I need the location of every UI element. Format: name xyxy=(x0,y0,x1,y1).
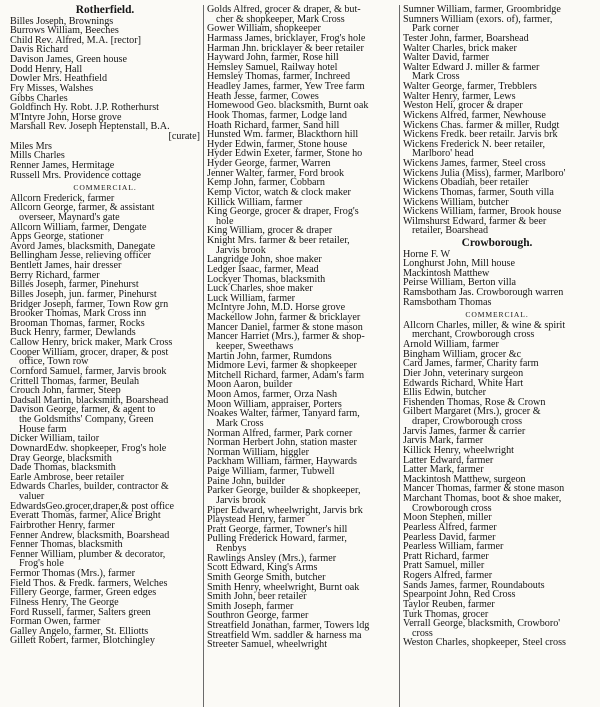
entry-text: Renner James, Hermitage xyxy=(10,159,115,171)
entry-text: Packham William, farmer, Haywards xyxy=(207,456,357,468)
entry-text: Mackintosh Matthew xyxy=(403,267,490,279)
entry-text: Scott Edward, King's Arms xyxy=(207,562,318,574)
entry-text: Everatt Thomas, farmer, Alice Bright xyxy=(10,510,161,522)
entry-text: Smith Joseph, farmer xyxy=(207,600,294,612)
entry-continuation: hole xyxy=(216,215,234,227)
entry-continuation: office, Town row xyxy=(19,356,89,368)
entry-text: Paige William, farmer, Tubwell xyxy=(207,466,335,477)
entry-text: Sands James, farmer, Roundabouts xyxy=(403,579,545,591)
entry-text: Paine John, builder xyxy=(207,475,285,487)
entry-text: Marchant Thomas, boot & shoe maker, xyxy=(403,493,562,505)
entry-text: Bingham William, grocer &c xyxy=(403,348,522,360)
section-heading: Rotherfield. xyxy=(75,5,135,16)
directory-entry xyxy=(10,203,200,222)
directory-entry xyxy=(403,494,591,513)
subsection-heading: COMMERCIAL. xyxy=(73,183,137,193)
entry-continuation: Renbys xyxy=(216,543,247,554)
entry-text: Weston Heli, grocer & draper xyxy=(403,100,523,112)
directory-column-3 xyxy=(399,5,594,707)
entry-text: Edwards Charles, builder, contractor & xyxy=(10,481,169,493)
entry-text: Berry Richard, farmer xyxy=(10,269,100,281)
entry-continuation: cher & shopkeeper, Mark Cross xyxy=(216,13,345,25)
entry-text: Billes Joseph, Brownings xyxy=(10,15,114,27)
entry-continuation: [curate] xyxy=(168,131,200,142)
entry-text: Brooman Thomas, farmer, Rocks xyxy=(10,317,145,329)
entry-text: Davis Richard xyxy=(10,44,69,56)
directory-column-1 xyxy=(7,5,203,707)
entry-text: Smith Henry, wheelwright, Burnt oak xyxy=(207,581,360,593)
entry-continuation: merchant, Crowborough cross xyxy=(412,329,535,341)
entry-continuation: Marlboro' head xyxy=(412,148,474,160)
entry-text: Walter Henry, farmer, Lews xyxy=(403,90,516,102)
entry-text: Fairbrother Henry, farmer xyxy=(10,519,115,531)
entry-text: Wickens Obadiah, beer retailer xyxy=(403,177,529,189)
entry-continuation: cross xyxy=(412,627,433,639)
entry-text: Mackintosh Matthew, surgeon xyxy=(403,473,526,485)
entry-text: Knight Mrs. farmer & beer retailer, xyxy=(207,235,350,246)
entry-text: King William, grocer & draper xyxy=(207,225,333,237)
entry-text: M'Intyre John, Horse grove xyxy=(10,111,122,123)
entry-text: Moon William, appraiser, Porters xyxy=(207,398,342,410)
entry-continuation: Jarvis brook xyxy=(216,244,266,256)
entry-text: Piper Edward, wheelwright, Jarvis brk xyxy=(207,504,363,516)
entry-text: Filness Henry, The George xyxy=(10,596,119,608)
entry-text: Wickens Thomas, farmer, South villa xyxy=(403,186,554,198)
directory-entry xyxy=(403,15,591,34)
entry-text: Child Rev. Alfred, M.A. [rector] xyxy=(10,34,141,46)
entry-text: Fermor Thomas (Mrs.), farmer xyxy=(10,568,135,580)
entry-text: Wickens Fredk. beer retailr. Jarvis brk xyxy=(403,129,558,141)
entry-text: Bridger Joseph, farmer, Town Row grn xyxy=(10,298,169,310)
directory-entry xyxy=(10,550,200,569)
entry-text: Streeter Samuel, wheelwright xyxy=(207,639,328,651)
entry-text: Hyder George, farmer, Warren xyxy=(207,158,331,169)
entry-text: Headley James, farmer, Yew Tree farm xyxy=(207,81,365,92)
directory-entry xyxy=(10,482,200,501)
entry-text: Burrows William, Beeches xyxy=(10,25,119,37)
entry-text: Turk Thomas, grocer xyxy=(403,608,489,620)
directory-entry xyxy=(403,298,591,308)
entry-text: Gower William, shopkeeper xyxy=(207,23,321,35)
directory-entry xyxy=(207,409,396,428)
entry-text: Walter George, farmer, Trebblers xyxy=(403,81,537,92)
entry-text: Allcorn Charles, miller, & wine & spirit xyxy=(403,319,566,331)
entry-text: Hyder Edwin, farmer, Stone house xyxy=(207,138,348,150)
entry-text: Luck William, farmer xyxy=(207,292,295,304)
entry-text: Earle Ambrose, beer retailer xyxy=(10,471,125,483)
entry-text: Avord James, blacksmith, Danegate xyxy=(10,240,156,252)
entry-text: Pratt George, farmer, Towner's hill xyxy=(207,523,348,535)
entry-continuation: keeper, Sweethaws xyxy=(216,340,294,352)
entry-text: Cornford Samuel, farmer, Jarvis brook xyxy=(10,365,167,377)
entry-text: Wickens Julia (Miss), farmer, Marlboro' xyxy=(403,167,566,179)
entry-text: Kemp Victor, watch & clock maker xyxy=(207,186,351,198)
directory-entry xyxy=(207,640,396,650)
entry-text: Moon Amos, farmer, Orza Nash xyxy=(207,389,338,400)
entry-continuation: the Goldsmiths' Company, Green xyxy=(19,414,154,426)
entry-text: Fillery George, farmer, Green edges xyxy=(10,587,157,599)
entry-text: Hunsted Wm. farmer, Blackthorn hill xyxy=(207,129,359,141)
entry-text: Walter Charles, brick maker xyxy=(403,42,517,54)
entry-text: Killick Henry, wheelwright xyxy=(403,444,514,456)
entry-text: Hyder Edwin Exeter, farmer, Stone ho xyxy=(207,148,363,160)
entry-text: Gillett Robert, farmer, Blotchingley xyxy=(10,635,155,647)
entry-continuation: Crowborough cross xyxy=(412,502,492,514)
entry-text: Pearless William, farmer xyxy=(403,541,504,553)
entry-text: Dade Thomas, blacksmith xyxy=(10,462,116,474)
entry-continuation: Mark Cross xyxy=(412,71,460,83)
entry-text: Galley Angelo, farmer, St. Elliotts xyxy=(10,625,149,637)
entry-text: Southron George, farmer xyxy=(207,610,309,622)
entry-text: Ramsbotham Thomas xyxy=(403,296,492,308)
entry-text: Goldfinch Hy. Robt. J.P. Rotherhurst xyxy=(10,102,159,114)
entry-text: Ford Russell, farmer, Salters green xyxy=(10,606,151,618)
entry-text: Hemsley Thomas, farmer, Inchreed xyxy=(207,71,351,83)
entry-continuation: Jarvis brook xyxy=(216,494,266,506)
entry-text: Horne F. W xyxy=(403,248,451,260)
entry-text: Latter Edward, farmer xyxy=(403,454,494,466)
entry-continuation: valuer xyxy=(19,491,45,503)
entry-text: Bentlett James, hair dresser xyxy=(10,260,122,272)
entry-text: Norman Herbert John, station master xyxy=(207,437,357,449)
entry-text: Rawlings Ansley (Mrs.), farmer xyxy=(207,552,337,564)
entry-text: Weston Charles, shopkeeper, Steel cross xyxy=(403,637,566,649)
entry-text: Fishenden Thomas, Rose & Crown xyxy=(403,396,546,408)
entry-text: Allcorn George, farmer, & assistant xyxy=(10,202,155,214)
section-heading: Crowborough. xyxy=(461,237,533,249)
entry-text: Mills Charles xyxy=(10,150,65,162)
entry-text: Hayward John, farmer, Rose hill xyxy=(207,52,339,64)
entry-text: Pulling Frederick Howard, farmer, xyxy=(207,533,347,545)
entry-text: EdwardsGeo.grocer,draper,& post office xyxy=(10,500,175,512)
entry-text: Hoath Richard, farmer, Sand hill xyxy=(207,119,340,131)
entry-text: Pratt Samuel, miller xyxy=(403,560,485,572)
entry-continuation: Park corner xyxy=(412,23,459,35)
entry-text: Gilbert Margaret (Mrs.), grocer & xyxy=(403,406,541,418)
entry-text: Billes Joseph, farmer, Pinehurst xyxy=(10,279,139,291)
entry-text: DownardEdw. shopkeeper, Frog's hole xyxy=(10,442,167,454)
entry-text: Hook Thomas, farmer, Lodge land xyxy=(207,109,347,121)
entry-text: Kemp John, farmer, Cobbarn xyxy=(207,177,325,189)
entry-text: Callow Henry, brick maker, Mark Cross xyxy=(10,337,173,349)
entry-text: Field Thos. & Fredk. farmers, Welches xyxy=(10,577,168,589)
entry-continuation: House farm xyxy=(19,423,67,435)
entry-text: Harmass James, bricklayer, Frog's hole xyxy=(207,32,366,44)
entry-text: Luck Charles, shoe maker xyxy=(207,283,313,295)
entry-text: Streatfield Jonathan, farmer, Towers ldg xyxy=(207,620,370,631)
directory-entry xyxy=(403,407,591,426)
entry-text: Gibbs Charles xyxy=(10,92,68,104)
entry-text: Pearless Alfred, farmer xyxy=(403,521,497,533)
entry-continuation: retailer, Boarshead xyxy=(412,225,489,237)
entry-text: Moon Stephen, miller xyxy=(403,512,492,524)
entry-text: Apps George, stationer xyxy=(10,231,104,243)
entry-text: Cooper William, grocer, draper, & post xyxy=(10,346,169,358)
directory-entry xyxy=(207,207,396,226)
entry-text: Brooker Thomas, Mark Cross inn xyxy=(10,308,147,320)
entry-text: Dodd Henry, Hall xyxy=(10,63,83,75)
entry-text: Dowler Mrs. Heathfield xyxy=(10,73,108,85)
entry-text: Smith John, beer retailer xyxy=(207,591,307,603)
entry-text: Killick William, farmer xyxy=(207,196,303,208)
entry-text: Rogers Alfred, farmer xyxy=(403,570,493,582)
directory-entry xyxy=(403,140,591,159)
entry-text: Mackellow John, farmer & bricklayer xyxy=(207,312,361,323)
directory-entry xyxy=(403,217,591,236)
entry-text: Harman Jhn. bricklayer & beer retailer xyxy=(207,42,364,54)
entry-text: Wilmshurst Edward, farmer & beer xyxy=(403,215,547,227)
entry-continuation: overseer, Maynard's gate xyxy=(19,211,120,223)
entry-text: Allcorn William, farmer, Dengate xyxy=(10,221,147,233)
entry-text: Allcorn Frederick, farmer xyxy=(10,192,115,204)
directory-entry xyxy=(403,638,591,648)
entry-text: Ledger Isaac, farmer, Mead xyxy=(207,263,319,275)
entry-text: Ellis Edwin, butcher xyxy=(403,387,486,399)
entry-text: Forman Owen, farmer xyxy=(10,616,101,628)
directory-entry xyxy=(207,332,396,351)
entry-text: Golds Alfred, grocer & draper, & but- xyxy=(207,5,361,15)
entry-text: Latter Mark, farmer xyxy=(403,464,484,476)
entry-text: Buck Henry, farmer, Dewlands xyxy=(10,327,136,339)
entry-text: Hemsley Samuel, Railway hotel xyxy=(207,61,338,73)
entry-text: Billes Joseph, jun. farmer, Pinehurst xyxy=(10,288,157,300)
entry-text: Dier John, veterinary surgeon xyxy=(403,367,524,379)
entry-text: Lockyer Thomas, blacksmith xyxy=(207,273,326,285)
directory-entry xyxy=(10,405,200,434)
entry-text: Dicker William, tailor xyxy=(10,433,100,445)
entry-text: Moon Aaron, builder xyxy=(207,379,293,391)
entry-text: Midmore Levi, farmer & shopkeeper xyxy=(207,360,357,372)
entry-text: Homewood Geo. blacksmith, Burnt oak xyxy=(207,100,369,112)
entry-text: Dray George, blacksmith xyxy=(10,452,112,464)
entry-text: Walter Edward J. miller & farmer xyxy=(403,61,540,73)
entry-text: Norman Alfred, farmer, Park corner xyxy=(207,427,353,439)
entry-text: Mitchell Richard, farmer, Adam's farm xyxy=(207,369,365,381)
entry-text: Russell Mrs. Providence cottage xyxy=(10,169,142,181)
entry-text: Fenner William, plumber & decorator, xyxy=(10,548,166,560)
directory-entry xyxy=(10,171,200,181)
entry-text: Sumners William (exors. of), farmer, xyxy=(403,13,553,25)
entry-text: Verrall George, blacksmith, Crowboro' xyxy=(403,618,561,630)
directory-entry xyxy=(207,236,396,255)
entry-text: Peirse William, Berton villa xyxy=(403,277,517,289)
entry-text: Wickens William, farmer, Brook house xyxy=(403,206,562,218)
directory-entry xyxy=(10,122,200,141)
entry-text: Edwards Richard, White Hart xyxy=(403,377,524,389)
entry-text: McIntyre John, M.D. Horse grove xyxy=(207,302,346,314)
entry-text: Jarvis James, farmer & carrier xyxy=(403,425,526,437)
entry-text: Fenner Andrew, blacksmith, Boarshead xyxy=(10,529,170,541)
directory-entry xyxy=(403,619,591,638)
entry-continuation: Mark Cross xyxy=(216,417,264,429)
entry-text: Martin John, farmer, Rumdons xyxy=(207,350,332,362)
entry-text: Tester John, farmer, Boarshead xyxy=(403,32,529,44)
entry-text: Wickens James, farmer, Steel cross xyxy=(403,158,546,169)
directory-entry xyxy=(403,63,591,82)
directory-entry xyxy=(403,321,591,340)
entry-text: Card James, farmer, Charity farm xyxy=(403,358,539,370)
entry-text: Langridge John, shoe maker xyxy=(207,254,322,266)
entry-text: King George, grocer & draper, Frog's xyxy=(207,206,359,218)
entry-text: Sumner William, farmer, Groombridge xyxy=(403,5,561,15)
directory-column-2 xyxy=(203,5,399,707)
entry-text: Ramsbotham Jas. Crowborough warren xyxy=(403,287,564,298)
entry-text: Pearless David, farmer xyxy=(403,531,496,543)
entry-text: Mancer Daniel, farmer & stone mason xyxy=(207,321,363,333)
entry-text: Davison James, Green house xyxy=(10,54,127,65)
entry-text: Streatfield Wm. saddler & harness ma xyxy=(207,629,362,641)
entry-continuation: draper, Crowborough cross xyxy=(412,416,523,428)
directory-entry xyxy=(10,348,200,367)
entry-text: Crouch John, farmer, Steep xyxy=(10,385,121,397)
entry-text: Wickens Frederick N. beer retailer, xyxy=(403,138,545,150)
entry-text: Mancer Thomas, farmer & stone mason xyxy=(403,483,565,495)
directory-entry xyxy=(207,486,396,505)
entry-text: Mancer Harriet (Mrs.), farmer & shop- xyxy=(207,331,365,343)
directory-entry xyxy=(207,534,396,553)
entry-text: Walter David, farmer xyxy=(403,52,490,64)
entry-text: Spearpoint John, Red Cross xyxy=(403,589,516,601)
entry-text: Wickens William, butcher xyxy=(403,196,509,208)
entry-text: Playstead Henry, farmer xyxy=(207,514,306,526)
entry-text: Wickens Alfred, farmer, Newhouse xyxy=(403,109,546,121)
entry-text: Crittell Thomas, farmer, Beulah xyxy=(10,375,140,387)
entry-text: Norman William, higgler xyxy=(207,446,310,458)
entry-text: Taylor Reuben, farmer xyxy=(403,598,495,610)
entry-text: Jenner Walter, farmer, Ford brook xyxy=(207,167,345,179)
entry-text: Dadsall Martin, blacksmith, Boarshead xyxy=(10,394,169,406)
entry-text: Pratt Richard, farmer xyxy=(403,550,489,562)
entry-text: Jarvis Mark, farmer xyxy=(403,435,484,447)
entry-text: Noakes Walter, farmer, Tanyard farm, xyxy=(207,408,360,420)
entry-text: Arnold William, farmer xyxy=(403,339,499,351)
entry-text: Wickens Chas. farmer & miller, Rudgt xyxy=(403,119,560,131)
entry-continuation: Frog's hole xyxy=(19,558,64,570)
entry-text: Bellingham Jesse, relieving officer xyxy=(10,250,151,262)
entry-text: Fenner Thomas, blacksmith xyxy=(10,539,123,551)
entry-text: Longhurst John, Mill house xyxy=(403,258,515,270)
directory-entry xyxy=(10,636,200,646)
directory-entry xyxy=(207,5,396,24)
entry-text: Fry Misses, Walshes xyxy=(10,82,94,94)
entry-text: Miles Mrs xyxy=(10,140,52,152)
entry-text: Marshall Rev. Joseph Heptenstall, B.A. xyxy=(10,121,170,133)
entry-text: Davison George, farmer, & agent to xyxy=(10,404,156,416)
entry-text: Heath Jesse, farmer, Cowes xyxy=(207,90,319,102)
entry-text: Smith George Smith, butcher xyxy=(207,571,326,583)
entry-text: Parker George, builder & shopkeeper, xyxy=(207,485,361,497)
subsection-heading: COMMERCIAL. xyxy=(465,310,529,320)
